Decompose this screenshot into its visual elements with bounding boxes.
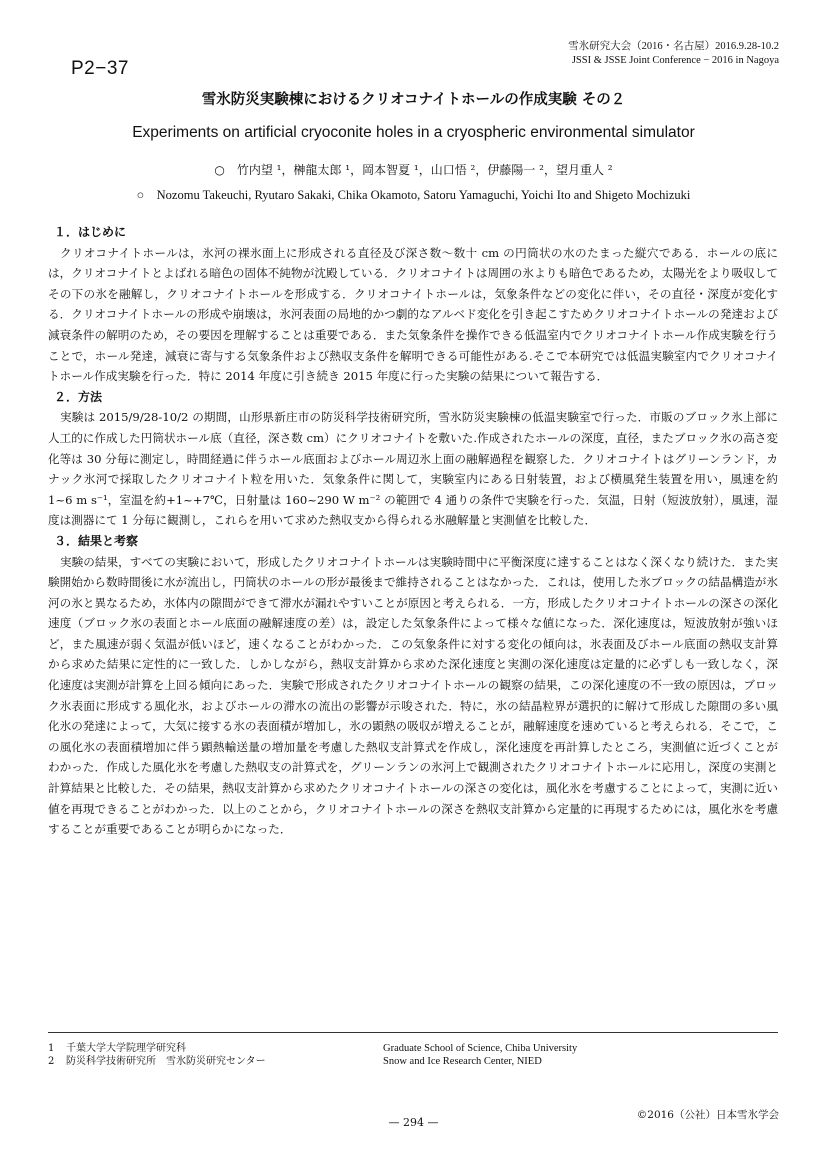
footnote-affiliation-en: Snow and Ice Research Center, NIED — [383, 1056, 542, 1067]
footnote-affiliation-ja: 千葉大学大学院理学研究科 — [66, 1043, 186, 1054]
section-text-intro: クリオコナイトホールは，氷河の裸氷面上に形成される直径及び深さ数～数十 cm の円筒状の水のたまった縦穴である．ホールの底には，クリオコナイトとよばれる暗色の固体不純物が沈殿している．クリオコナイトは周囲の氷よりも暗色であるため，太陽光をより吸収してその下の氷を融解し，クリオコナイトホールを形成する．クリオコナイトホールは，気象条件などの変化に伴い，その直径・深度が変化する．クリオコナイトホールの形成や崩壊は，氷河表面の局地的かつ劇的なアルベド変化を引き起こすためクリオコナイトホールの発達および減衰条件の解明のため，その要因を理解することは重要である．また気象条件を操作できる低温室内でクリオコナイトホール作成実験を行うことで，ホール発達，減衰に寄与する気象条件および熱収支条件を解明できる可能性がある.そこで本研究では低温実験室内でクリオコナイトホール作成実験を行った．特に 2014 年度に引き続き 2015 年度に行った実験の結果について報告する． — [48, 245, 778, 384]
footnote-item — [48, 1042, 266, 1055]
title-english: Experiments on artificial cryoconite holes in a cryospheric environmental simulator — [132, 124, 695, 141]
footnote-number: 1 — [48, 1043, 55, 1054]
section-text-methods: 実験は 2015/9/28-10/2 の期間，山形県新庄市の防災科学技術研究所，雪氷防災実験棟の低温実験室で行った．市販のブロック氷上部に人工的に作成した円筒状ホール底（直径，深さ数 cm）にクリオコナイトを敷いた.作成されたホールの深度，直径，またブロック氷の高さ変化等は 30 分毎に測定し，時間経過に伴うホール底面およびホール周辺氷上面の融解過程を観察した．クリオコナイトはグリーンランド，カナック氷河で採取したクリオコナイト粒を用いた．気象条件に関して，実験室内にある日射装置，および横風発生装置を用い，風速を約 1~6 m s⁻¹，室温を約+1~+7℃，日射量は 160~290 W m⁻² の範囲で 4 通りの条件で実験を行った．気温，日射（短波放射），風速，湿度は測器にて 1 分毎に観測し，これらを用いて求めた熱収支から得られる氷融解量と実測値を比較した． — [48, 410, 778, 528]
title-japanese: 雪氷防災実験棟におけるクリオコナイトホールの作成実験 その２ — [201, 92, 626, 108]
footnote-item — [48, 1055, 266, 1068]
footnote-number: 2 — [48, 1056, 55, 1067]
section-text-results: 実験の結果，すべての実験において，形成したクリオコナイトホールは実験時間中に平衡深度に達することはなく深くなり続けた．また実験開始から数時間後に水が流出し，円筒状のホールの形が最後まで維持されることはなかった．これは，使用した氷ブロックの結晶構造が氷河の氷と異なるため，氷体内の隙間ができて滞水が漏れやすいことが原因と考えられる．一方，形成したクリオコナイトホールの深さの深化速度（ブロック氷の表面とホール底面の融解速度の差）は，設定した気象条件によって様々な値になった．深化速度は，短波放射が強いほど，また風速が弱く気温が低いほど，速くなることがわかった．この気象条件に対する変化の傾向は，氷表面及びホール底面の熱収支計算から求めた結果に定性的に一致した．しかしながら，熱収支計算から求めた深化速度と実測の深化速度は定量的に必ずしも一致しなく，深化速度は実測が計算を上回る傾向にあった．実験で形成されたクリオコナイトホールの観察の結果，この深化速度の不一致の原因は，ブロック氷表面に形成する風化氷，およびホールの滞水の流出の影響が示唆された．特に，氷の結晶粒界が選択的に解けて形成した隙間の多い風化氷の発達によって，大気に接する氷の表面積が増加し，氷の顕熱の吸収が増えることが，融解速度を速めていると考えられる．そこで，この風化氷の表面積増加に伴う顕熱輸送量の増加量を考慮した熱収支計算式を作成し，深化速度を再計算したところ，実測値に近づくことがわかった．作成した風化氷を考慮した熱収支の計算式を，グリーンランの氷河上で観測されたクリオコナイトホールに応用し，深度の実測と計算結果と比較した．その結果，熱収支計算から求めたクリオコナイトホールの深さの変化は，風化氷を考慮することによって，実測に近い値を再現できることがわかった．以上のことから，クリオコナイトホールの深さを熱収支計算から定量的に再現するためには，風化氷を考慮することが重要であることが明らかになった． — [48, 554, 778, 837]
authors-english: ○ Nozomu Takeuchi, Ryutaro Sakaki, Chika Okamoto, Satoru Yamaguchi, Yoichi Ito and Shigeto Mochizuki — [136, 188, 691, 202]
section-heading-intro: １．はじめに — [54, 225, 127, 239]
footnote-divider — [48, 1032, 778, 1033]
page-number: — 294 — — [388, 1116, 439, 1129]
conference-info — [568, 40, 779, 68]
footnotes-english — [383, 1042, 577, 1068]
section-heading-methods: ２．方法 — [54, 389, 103, 404]
authors-japanese: ○ 竹内望 ¹，榊龍太郎 ¹，岡本智夏 ¹，山口悟 ²，伊藤陽一 ²，望月重人 ² — [214, 163, 613, 177]
conference-line-en: JSSI & JSSE Joint Conference − 2016 in Nagoya — [571, 55, 779, 66]
section-heading-results: ３．結果と考察 — [54, 533, 139, 548]
conference-line-ja: 雪氷研究大会（2016・名古屋）2016.9.28-10.2 — [568, 41, 779, 52]
copyright: ©2016（公社）日本雪氷学会 — [636, 1109, 779, 1121]
footnote-affiliation-ja: 防災科学技術研究所 雪氷防災研究センター — [66, 1056, 266, 1067]
footnote-affiliation-en: Graduate School of Science, Chiba University — [383, 1043, 578, 1054]
session-id: P2−37 — [71, 58, 129, 79]
body-text — [48, 222, 778, 840]
footnotes-japanese — [48, 1042, 266, 1068]
